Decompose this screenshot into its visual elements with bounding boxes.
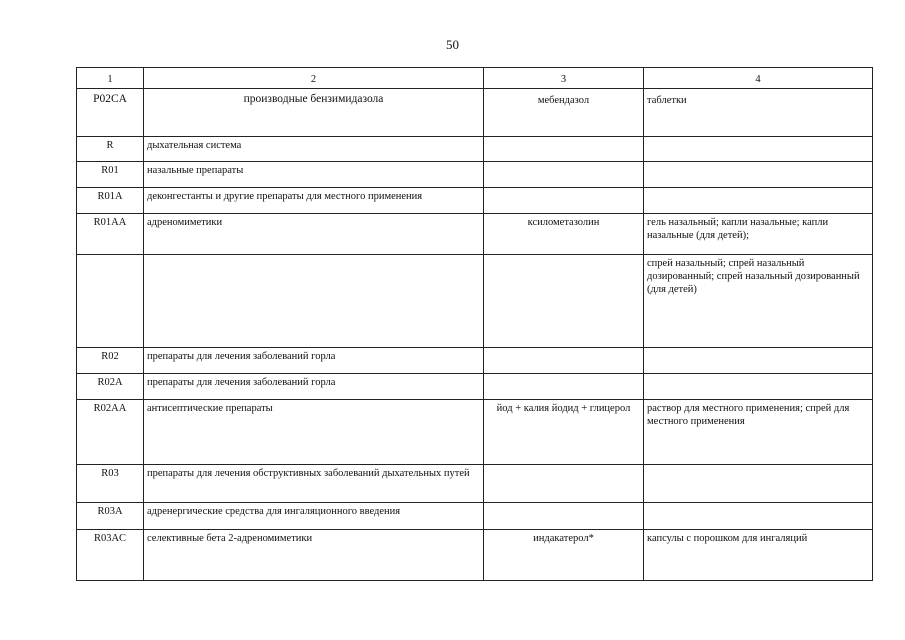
page-number: 50: [446, 37, 459, 52]
group-name-cell: адреномиметики: [144, 214, 484, 255]
drug-name-cell: [484, 255, 644, 348]
table-row: [77, 89, 873, 137]
column-header-4: 4: [644, 68, 873, 89]
table-row: [77, 400, 873, 465]
drug-name-cell: ксилометазолин: [484, 214, 644, 255]
table-row: [77, 162, 873, 188]
group-name-cell: [144, 255, 484, 348]
group-name-cell: селективные бета 2-адреномиметики: [144, 530, 484, 581]
drug-name-cell: [484, 503, 644, 530]
group-name-cell: препараты для лечения заболеваний горла: [144, 348, 484, 374]
table-row: [77, 530, 873, 581]
dosage-form-cell: спрей назальный; спрей назальный дозированный; спрей назальный дозированный (для детей): [644, 255, 873, 348]
group-name-cell: препараты для лечения заболеваний горла: [144, 374, 484, 400]
table-row: [77, 137, 873, 162]
atc-code-cell: R01A: [77, 188, 144, 214]
drug-name-cell: индакатерол*: [484, 530, 644, 581]
table-row: [77, 503, 873, 530]
dosage-form-cell: [644, 188, 873, 214]
group-name-cell: препараты для лечения обструктивных заболеваний дыхательных путей: [144, 465, 484, 503]
group-name-cell: дыхательная система: [144, 137, 484, 162]
dosage-form-cell: [644, 137, 873, 162]
drug-name-cell: [484, 374, 644, 400]
drug-name-cell: [484, 188, 644, 214]
column-header-2: 2: [144, 68, 484, 89]
group-name-cell: производные бензимидазола: [144, 89, 484, 137]
atc-code-cell: P02CA: [77, 89, 144, 137]
atc-code-cell: R03AC: [77, 530, 144, 581]
column-header-1: 1: [77, 68, 144, 89]
dosage-form-cell: раствор для местного применения; спрей для местного применения: [644, 400, 873, 465]
atc-code-cell: R01: [77, 162, 144, 188]
column-header-3: 3: [484, 68, 644, 89]
dosage-form-cell: [644, 374, 873, 400]
table-row: [77, 348, 873, 374]
table-row: [77, 374, 873, 400]
drug-name-cell: мебендазол: [484, 89, 644, 137]
drug-name-cell: [484, 162, 644, 188]
dosage-form-cell: гель назальный; капли назальные; капли назальные (для детей);: [644, 214, 873, 255]
dosage-form-cell: [644, 348, 873, 374]
group-name-cell: назальные препараты: [144, 162, 484, 188]
dosage-form-cell: [644, 162, 873, 188]
atc-code-cell: R: [77, 137, 144, 162]
atc-code-cell: R02AA: [77, 400, 144, 465]
table-row: [77, 214, 873, 255]
drug-name-cell: [484, 137, 644, 162]
group-name-cell: адренергические средства для ингаляционного введения: [144, 503, 484, 530]
dosage-form-cell: таблетки: [644, 89, 873, 137]
dosage-form-cell: капсулы с порошком для ингаляций: [644, 530, 873, 581]
table-row: [77, 255, 873, 348]
atc-code-cell: R02: [77, 348, 144, 374]
column-number-row: [77, 68, 873, 89]
drug-name-cell: [484, 348, 644, 374]
group-name-cell: антисептические препараты: [144, 400, 484, 465]
drug-name-cell: [484, 465, 644, 503]
table-row: [77, 188, 873, 214]
dosage-form-cell: [644, 465, 873, 503]
atc-code-cell: R03: [77, 465, 144, 503]
drug-name-cell: йод + калия йодид + глицерол: [484, 400, 644, 465]
atc-code-cell: R02A: [77, 374, 144, 400]
atc-code-cell: [77, 255, 144, 348]
atc-code-cell: R03A: [77, 503, 144, 530]
drug-classification-table: [76, 67, 873, 581]
table-row: [77, 465, 873, 503]
atc-code-cell: R01AA: [77, 214, 144, 255]
dosage-form-cell: [644, 503, 873, 530]
group-name-cell: деконгестанты и другие препараты для местного применения: [144, 188, 484, 214]
